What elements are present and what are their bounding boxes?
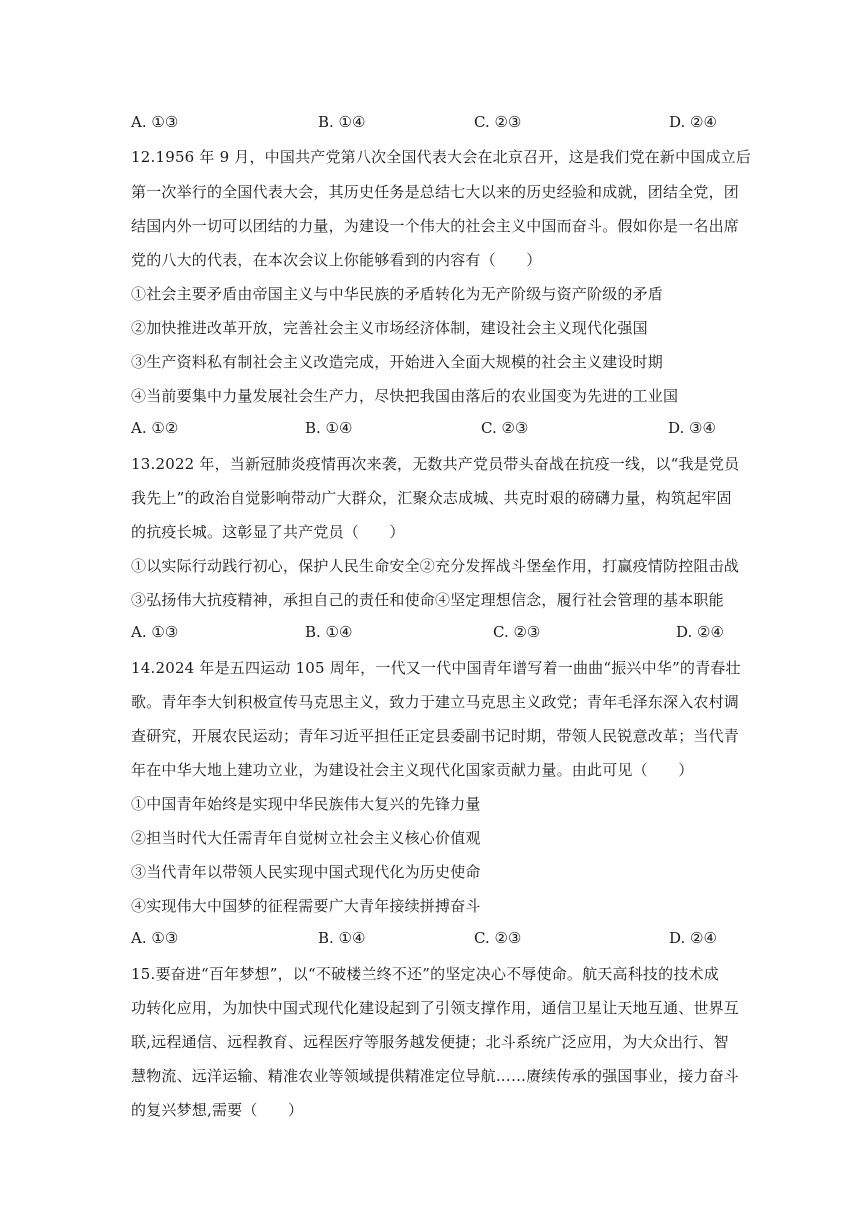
q13-statement: ③弘扬伟大抗疫精神，承担自己的责任和使命④坚定理想信念，履行社会管理的基本职能 <box>131 591 724 609</box>
q11-option-a[interactable]: A. ①③ <box>131 113 179 131</box>
q14-options <box>131 929 731 949</box>
q14-option-a[interactable]: A. ①③ <box>131 929 179 947</box>
q12-statement: ④当前要集中力量发展社会生产力，尽快把我国由落后的农业国变为先进的工业国 <box>131 387 679 405</box>
q15-stem-line: 功转化应用，为加快中国式现代化建设起到了引领支撑作用，通信卫星让天地互通、世界互 <box>131 999 740 1017</box>
q12-statement: ①社会主要矛盾由帝国主义与中华民族的矛盾转化为无产阶级与资产阶级的矛盾 <box>131 285 664 303</box>
q11-option-c[interactable]: C. ②③ <box>474 113 522 131</box>
q13-stem-line: 的抗疫长城。这彰显了共产党员（ ） <box>131 523 405 541</box>
q14-option-c[interactable]: C. ②③ <box>474 929 522 947</box>
q11-option-b[interactable]: B. ①④ <box>318 113 366 131</box>
q12-statement: ②加快推进改革开放，完善社会主义市场经济体制，建设社会主义现代化强国 <box>131 319 648 337</box>
q13-option-a[interactable]: A. ①③ <box>131 623 179 641</box>
q13-statement: ①以实际行动践行初心，保护人民生命安全②充分发挥战斗堡垒作用，打赢疫情防控阻击战 <box>131 557 740 575</box>
q14-statement: ①中国青年始终是实现中华民族伟大复兴的先锋力量 <box>131 795 481 813</box>
q14-statement: ②担当时代大任需青年自觉树立社会主义核心价值观 <box>131 829 481 847</box>
q14-statement: ④实现伟大中国梦的征程需要广大青年接续拼搏奋斗 <box>131 897 481 915</box>
q14-stem-line: 14.2024 年是五四运动 105 周年，一代又一代中国青年谱写着一曲曲“振兴中华”的青春壮 <box>131 659 741 677</box>
q12-stem-line: 党的八大的代表，在本次会议上你能够看到的内容有（ ） <box>131 251 542 269</box>
q12-option-b[interactable]: B. ①④ <box>305 419 353 437</box>
q15-stem-line: 慧物流、远洋运输、精准农业等领域提供精准定位导航……赓续传承的强国事业，接力奋斗 <box>131 1067 740 1085</box>
q12-stem-line: 第一次举行的全国代表大会，其历史任务是总结七大以来的历史经验和成就，团结全党，团 <box>131 183 740 201</box>
q13-option-d[interactable]: D. ②④ <box>676 623 724 641</box>
q14-stem-line: 歌。青年李大钊积极宣传马克思主义，致力于建立马克思主义政党；青年毛泽东深入农村调 <box>131 693 740 711</box>
q14-option-d[interactable]: D. ②④ <box>669 929 717 947</box>
q15-stem-line: 15.要奋进“百年梦想”，以“不破楼兰终不还”的坚定决心不辱使命。航天高科技的技术成 <box>131 965 719 983</box>
q12-option-a[interactable]: A. ①② <box>131 419 179 437</box>
q14-stem-line: 查研究，开展农民运动；青年习近平担任正定县委副书记时期，带领人民锐意改革；当代青 <box>131 727 740 745</box>
q13-stem-line: 13.2022 年，当新冠肺炎疫情再次来袭，无数共产党员带头奋战在抗疫一线，以“我是党员 <box>131 455 740 473</box>
q14-statement: ③当代青年以带领人民实现中国式现代化为历史使命 <box>131 863 481 881</box>
q12-option-d[interactable]: D. ③④ <box>668 419 716 437</box>
q12-option-c[interactable]: C. ②③ <box>481 419 529 437</box>
q12-options <box>131 419 731 439</box>
q14-stem-line: 年在中华大地上建功立业，为建设社会主义现代化国家贡献力量。由此可见（ ） <box>131 761 694 779</box>
q14-option-b[interactable]: B. ①④ <box>318 929 366 947</box>
q11-option-d[interactable]: D. ②④ <box>669 113 717 131</box>
q11-options <box>131 113 731 133</box>
q13-option-b[interactable]: B. ①④ <box>305 623 353 641</box>
q13-options <box>131 623 731 643</box>
q15-stem-line: 的复兴梦想,需要（ ） <box>131 1101 304 1119</box>
q13-option-c[interactable]: C. ②③ <box>493 623 541 641</box>
q12-statement: ③生产资料私有制社会主义改造完成，开始进入全面大规模的社会主义建设时期 <box>131 353 664 371</box>
q12-stem-line: 结国内外一切可以团结的力量，为建设一个伟大的社会主义中国而奋斗。假如你是一名出席 <box>131 217 740 235</box>
q15-stem-line: 联,远程通信、远程教育、远程医疗等服务越发便捷；北斗系统广泛应用，为大众出行、智 <box>131 1033 729 1051</box>
q13-stem-line: 我先上”的政治自觉影响带动广大群众，汇聚众志成城、共克时艰的磅礴力量，构筑起牢固 <box>131 489 732 507</box>
q12-stem-line: 12.1956 年 9 月，中国共产党第八次全国代表大会在北京召开，这是我们党在新中国成立后 <box>131 148 752 166</box>
